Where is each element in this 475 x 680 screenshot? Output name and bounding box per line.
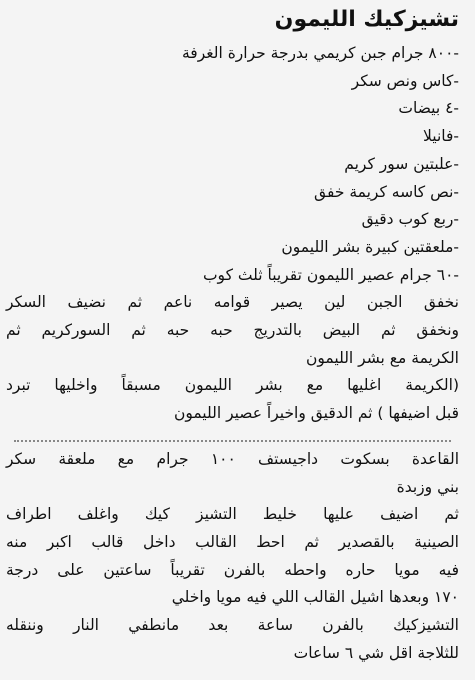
recipe-title: تشيزكيك الليمون [274,7,459,32]
method-line: الكريمة مع بشر الليمون [306,348,459,367]
dotted-divider [14,434,451,442]
ingredient-item: -ربع كوب دقيق [361,210,459,229]
base-line: فيه مويا حاره واحطه بالفرن تقريباً ساعتين على درجة [6,560,459,579]
base-line: التشيزكيك بالفرن ساعة بعد مانطفي النار وننقله [6,616,459,635]
method-line: قبل اضيفها ) ثم الدقيق واخيراً عصير الليمون [173,404,459,423]
base-line: القاعدة بسكوت داجيستف ١٠٠ جرام مع ملعقة سكر [6,449,459,468]
base-text [6,446,459,668]
base-line: ١٧٠ وبعدها اشيل القالب اللي فيه مويا واخلي [171,588,459,607]
ingredient-item: -كاس ونص سكر [351,71,459,90]
base-line: ثم اضيف عليها خليط التشيز كيك واغلف اطراف [6,505,459,524]
method-line: ونخفق ثم البيض بالتدريج حبه حبه ثم السوركريم ثم [6,321,459,340]
base-line: بني وزبدة [396,477,459,496]
base-line: الصينية بالقصدير ثم احط القالب داخل قالب اكبر منه [6,532,459,551]
base-line: للثلاجة اقل شي ٦ ساعات [293,643,459,662]
ingredient-item: -ملعقتين كبيرة بشر الليمون [281,237,459,256]
ingredient-item: -نص كاسه كريمة خفق [314,182,459,201]
ingredient-item: -فانيلا [423,127,459,146]
ingredient-item: -علبتين سور كريم [344,154,459,173]
method-text [6,289,459,428]
method-line: نخفق الجبن لين يصير قوامه ناعم ثم نضيف السكر [6,293,459,312]
method-line: (الكريمة اغليها مع بشر الليمون مسبقاً واخليها تبرد [6,376,459,395]
ingredients-list [6,40,459,289]
ingredient-item: -٦٠ جرام عصير الليمون تقريباً ثلث كوب [202,265,459,284]
ingredient-item: -٨٠٠ جرام جبن كريمي بدرجة حرارة الغرفة [181,44,459,62]
ingredient-item: -٤ بيضات [398,99,459,118]
